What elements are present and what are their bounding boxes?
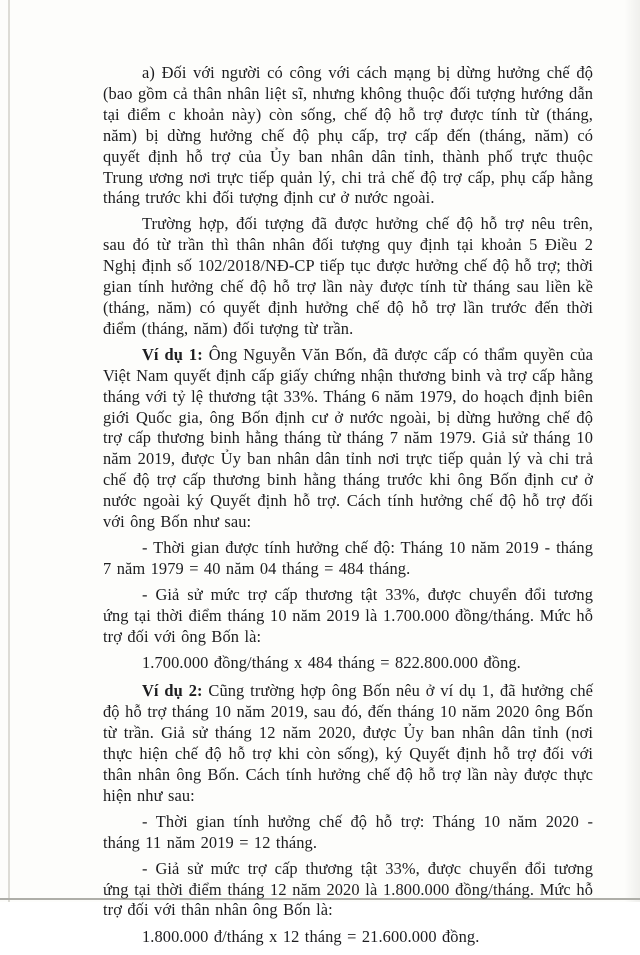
example-1-paragraph bbox=[103, 345, 593, 533]
document-text-block bbox=[103, 63, 593, 955]
example-1-formula: 1.700.000 đồng/tháng x 484 tháng = 822.800.000 đồng. bbox=[142, 653, 521, 673]
example-1-label: Ví dụ 1: bbox=[142, 344, 203, 364]
example-1-intro-text: Ông Nguyễn Văn Bốn, đã được cấp có thẩm quyền của Việt Nam quyết định cấp giấy chứng nhận thương binh và trợ cấp hằng tháng với tỷ lệ thương tật 33%. Tháng 6 năm 1979, do hoạch định biên giới Quốc gia, ông Bốn định cư ở nước ngoài, bị dừng hưởng chế độ trợ cấp thương binh hằng tháng từ tháng 7 năm 1979. Giả sử tháng 10 năm 2019, được Ủy ban nhân dân tỉnh nơi trực tiếp quản lý và chi trả chế độ trợ cấp thương binh hằng tháng trước khi ông Bốn định cư ở nước ngoài ký Quyết định hỗ trợ. Cách tính hưởng chế độ hỗ trợ đối với ông Bốn như sau: bbox=[103, 344, 594, 532]
example-2-formula: 1.800.000 đ/tháng x 12 tháng = 21.600.000 đồng. bbox=[142, 927, 480, 947]
example-1-item-rate: - Giả sử mức trợ cấp thương tật 33%, được chuyển đổi tương ứng tại thời điểm tháng 10 năm 2019 là 1.700.000 đồng/tháng. Mức hỗ trợ đối với ông Bốn là: bbox=[103, 584, 593, 646]
scan-edge-left bbox=[8, 0, 10, 902]
example-2-label: Ví dụ 2: bbox=[142, 681, 203, 701]
scan-edge-right bbox=[624, 0, 640, 902]
example-2-item-rate: - Giả sử mức trợ cấp thương tật 33%, được chuyển đổi tương ứng tại thời điểm tháng 12 năm 2020 là 1.800.000 đồng/tháng. Mức hỗ trợ đối với thân nhân ông Bốn là: bbox=[103, 858, 593, 920]
paragraph-point-a: a) Đối với người có công với cách mạng bị dừng hưởng chế độ (bao gồm cả thân nhân liệt sĩ, nhưng không thuộc đối tượng hướng dẫn tại điểm c khoản này) còn sống, chế độ hỗ trợ được tính từ (tháng, năm) bị dừng hưởng chế độ phụ cấp, trợ cấp đến (tháng, năm) có quyết định hỗ trợ của Ủy ban nhân dân tỉnh, thành phố trực thuộc Trung ương nơi trực tiếp quản lý, chi trả chế độ trợ cấp, phụ cấp hằng tháng trước khi đối tượng định cư ở nước ngoài. bbox=[103, 63, 593, 208]
paragraph-truong-hop: Trường hợp, đối tượng đã được hưởng chế độ hỗ trợ nêu trên, sau đó từ trần thì thân nhân đối tượng quy định tại khoản 5 Điều 2 Nghị định số 102/2018/NĐ-CP tiếp tục được hưởng chế độ hỗ trợ; thời gian tính hưởng chế độ hỗ trợ lần này được tính từ tháng sau liền kề (tháng, năm) có quyết định hưởng chế độ hỗ trợ lần trước đến thời điểm (tháng, năm) đối tượng từ trần. bbox=[103, 214, 593, 338]
example-2-paragraph bbox=[103, 681, 593, 806]
example-2-item-time: - Thời gian tính hưởng chế độ hỗ trợ: Tháng 10 năm 2020 - tháng 11 năm 2019 = 12 tháng. bbox=[103, 811, 593, 852]
example-1-item-time: - Thời gian được tính hưởng chế độ: Tháng 10 năm 2019 - tháng 7 năm 1979 = 40 năm 04 tháng = 484 tháng. bbox=[103, 537, 593, 578]
example-2-intro-text: Cũng trường hợp ông Bốn nêu ở ví dụ 1, đã hưởng chế độ hỗ trợ tháng 10 năm 2019, sau đó, đến tháng 10 năm 2020 ông Bốn từ trần. Giả sử tháng 12 năm 2020, được Ủy ban nhân dân tỉnh (nơi thực hiện chế độ hỗ trợ khi còn sống), ký Quyết định hỗ trợ đối với thân nhân ông Bốn. Cách tính hưởng chế độ hỗ trợ lần này được thực hiện như sau: bbox=[103, 681, 593, 805]
